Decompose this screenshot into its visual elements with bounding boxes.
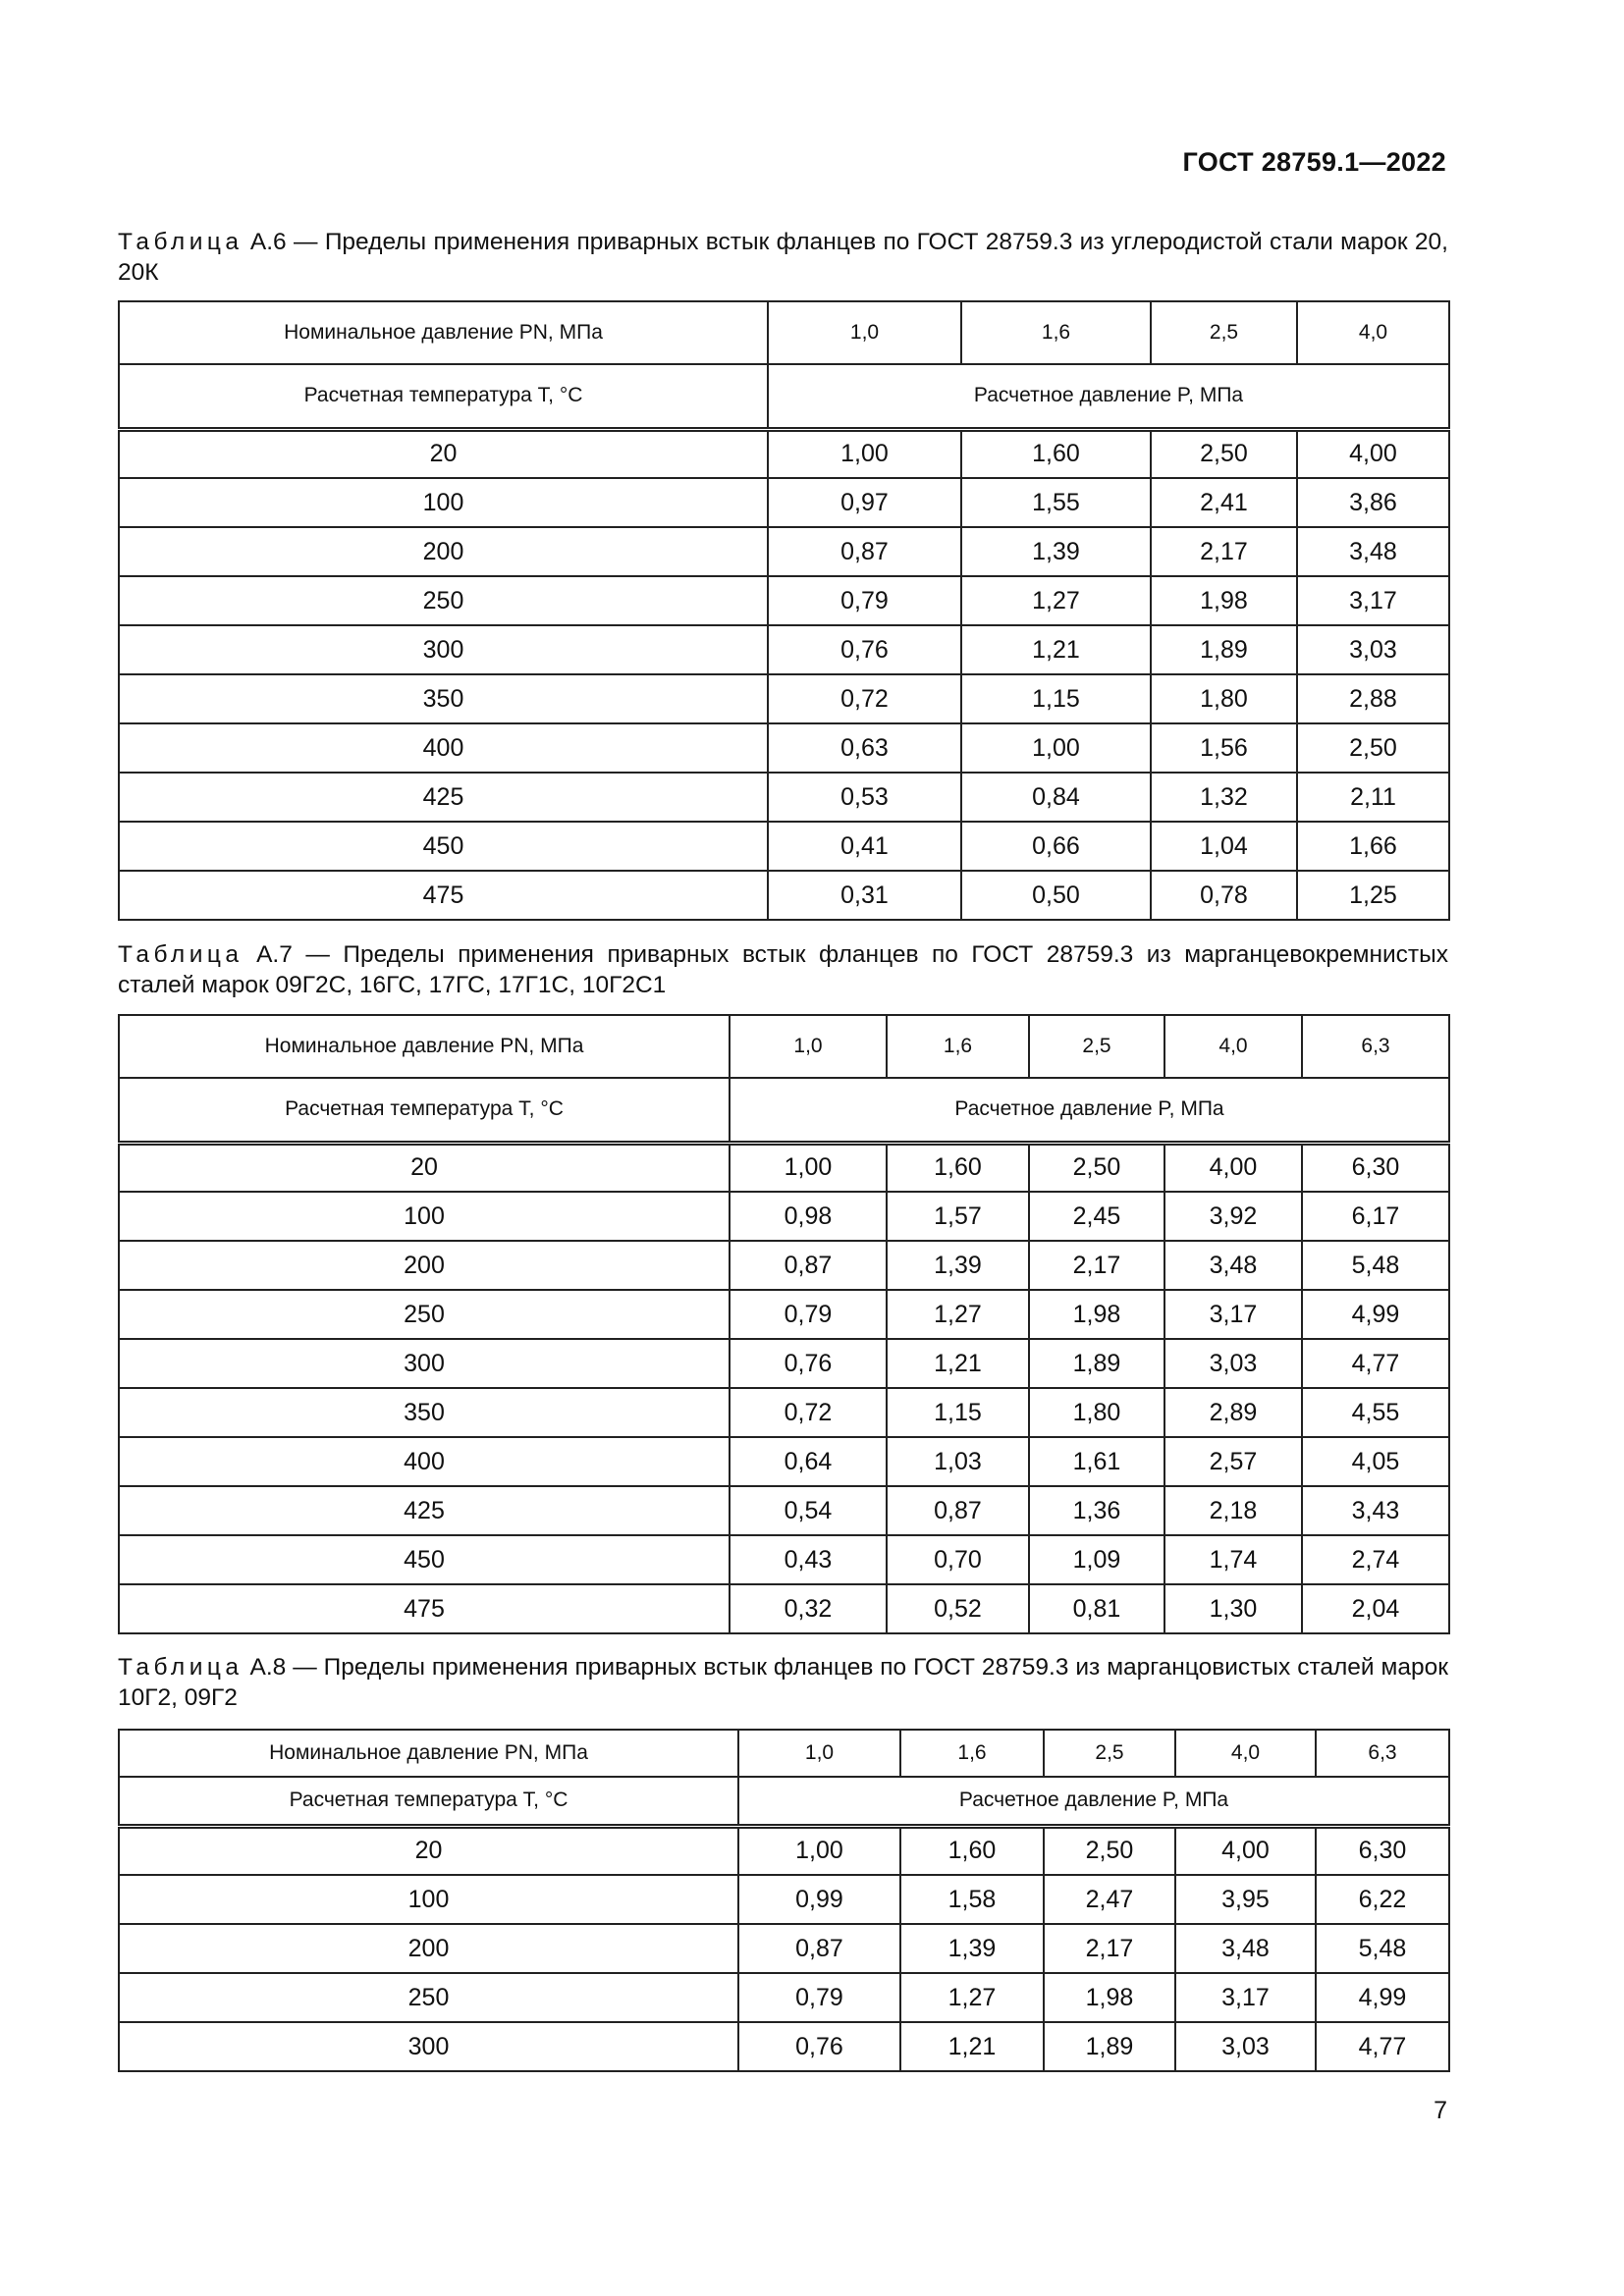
- pressure-cell: 0,79: [768, 576, 961, 625]
- temperature-cell: 425: [119, 1486, 730, 1535]
- pressure-cell: 4,99: [1316, 1973, 1449, 2022]
- caption-label: Таблица: [118, 1654, 244, 1681]
- pressure-cell: 3,92: [1164, 1192, 1302, 1241]
- table-row: [119, 674, 1449, 723]
- temperature-cell: 400: [119, 1437, 730, 1486]
- pressure-cell: 0,79: [738, 1973, 900, 2022]
- temperature-cell: 300: [119, 625, 768, 674]
- pressure-cell: 1,80: [1029, 1388, 1164, 1437]
- pressure-cell: 6,17: [1302, 1192, 1449, 1241]
- pressure-cell: 6,30: [1302, 1143, 1449, 1192]
- pressure-cell: 1,15: [887, 1388, 1029, 1437]
- caption-text: А.6 — Пределы применения приварных встык фланцев по ГОСТ 28759.3 из углеродистой стали марок 20, 20К: [118, 229, 1448, 286]
- caption-label: Таблица: [118, 229, 244, 255]
- pressure-cell: 1,00: [768, 429, 961, 478]
- pressure-cell: 4,00: [1164, 1143, 1302, 1192]
- pressure-cell: 1,61: [1029, 1437, 1164, 1486]
- pressure-cell: 4,77: [1302, 1339, 1449, 1388]
- pressure-cell: 0,99: [738, 1875, 900, 1924]
- pressure-cell: 1,56: [1151, 723, 1297, 773]
- table-row: [119, 478, 1449, 527]
- table-row: [119, 1826, 1449, 1875]
- pressure-cell: 1,66: [1297, 822, 1449, 871]
- pressure-cell: 1,09: [1029, 1535, 1164, 1584]
- pn-cell: 1,0: [738, 1730, 900, 1777]
- pressure-cell: 3,95: [1175, 1875, 1316, 1924]
- table-row: [119, 1973, 1449, 2022]
- pressure-cell: 4,00: [1297, 429, 1449, 478]
- pressure-cell: 4,77: [1316, 2022, 1449, 2071]
- pressure-cell: 5,48: [1316, 1924, 1449, 1973]
- caption-text: А.8 — Пределы применения приварных встык фланцев по ГОСТ 28759.3 из марганцовистых сталей марок 10Г2, 09Г2: [118, 1654, 1448, 1711]
- temperature-cell: 200: [119, 527, 768, 576]
- pressure-cell: 1,39: [887, 1241, 1029, 1290]
- pressure-cell: 3,86: [1297, 478, 1449, 527]
- table-row: [119, 1584, 1449, 1633]
- header-row-pn: [119, 1730, 1449, 1777]
- pn-cell: 2,5: [1029, 1015, 1164, 1078]
- pressure-cell: 3,43: [1302, 1486, 1449, 1535]
- temperature-cell: 450: [119, 1535, 730, 1584]
- temperature-cell: 100: [119, 1192, 730, 1241]
- temperature-label-cell: Расчетная температура T, °С: [119, 364, 768, 429]
- pressure-cell: 4,05: [1302, 1437, 1449, 1486]
- pn-cell: 2,5: [1044, 1730, 1175, 1777]
- pressure-cell: 0,63: [768, 723, 961, 773]
- pn-cell: 4,0: [1164, 1015, 1302, 1078]
- pressure-cell: 0,41: [768, 822, 961, 871]
- header-row-temperature: [119, 1777, 1449, 1826]
- temperature-cell: 250: [119, 1973, 738, 2022]
- pressure-cell: 4,00: [1175, 1826, 1316, 1875]
- table-a6: [118, 300, 1450, 921]
- pressure-cell: 6,30: [1316, 1826, 1449, 1875]
- pressure-cell: 1,21: [900, 2022, 1044, 2071]
- temperature-cell: 350: [119, 674, 768, 723]
- pn-cell: 4,0: [1297, 301, 1449, 364]
- pn-label-cell: Номинальное давление PN, МПа: [119, 301, 768, 364]
- pressure-cell: 0,76: [768, 625, 961, 674]
- pressure-cell: 2,88: [1297, 674, 1449, 723]
- pn-cell: 6,3: [1316, 1730, 1449, 1777]
- pressure-cell: 1,39: [961, 527, 1151, 576]
- pressure-cell: 0,72: [768, 674, 961, 723]
- table-row: [119, 576, 1449, 625]
- temperature-cell: 425: [119, 773, 768, 822]
- pressure-cell: 2,50: [1151, 429, 1297, 478]
- pressure-cell: 4,55: [1302, 1388, 1449, 1437]
- pressure-cell: 1,21: [887, 1339, 1029, 1388]
- temperature-cell: 20: [119, 1826, 738, 1875]
- pressure-cell: 0,64: [730, 1437, 887, 1486]
- pressure-cell: 1,04: [1151, 822, 1297, 871]
- pressure-cell: 0,31: [768, 871, 961, 920]
- table-a8: [118, 1729, 1450, 2072]
- temperature-cell: 250: [119, 1290, 730, 1339]
- pressure-cell: 2,57: [1164, 1437, 1302, 1486]
- pressure-cell: 1,25: [1297, 871, 1449, 920]
- pressure-cell: 2,50: [1297, 723, 1449, 773]
- table-row: [119, 1924, 1449, 1973]
- pressure-cell: 1,58: [900, 1875, 1044, 1924]
- table-row: [119, 1875, 1449, 1924]
- pressure-cell: 3,48: [1164, 1241, 1302, 1290]
- header-row-pn: [119, 1015, 1449, 1078]
- header-row-pn: [119, 301, 1449, 364]
- pn-cell: 4,0: [1175, 1730, 1316, 1777]
- table-a6-caption: [118, 227, 1448, 288]
- table-row: [119, 625, 1449, 674]
- pressure-cell: 2,89: [1164, 1388, 1302, 1437]
- pn-cell: 1,6: [961, 301, 1151, 364]
- page-number: 7: [1434, 2097, 1447, 2124]
- temperature-cell: 100: [119, 1875, 738, 1924]
- pressure-cell: 1,03: [887, 1437, 1029, 1486]
- pressure-cell: 1,39: [900, 1924, 1044, 1973]
- pressure-cell: 0,87: [887, 1486, 1029, 1535]
- temperature-cell: 300: [119, 1339, 730, 1388]
- pressure-cell: 1,98: [1151, 576, 1297, 625]
- temperature-cell: 20: [119, 1143, 730, 1192]
- pressure-cell: 2,50: [1044, 1826, 1175, 1875]
- pn-cell: 1,0: [768, 301, 961, 364]
- pressure-cell: 3,48: [1175, 1924, 1316, 1973]
- pressure-cell: 0,52: [887, 1584, 1029, 1633]
- caption-text: А.7 — Пределы применения приварных встык фланцев по ГОСТ 28759.3 из марганцевокремнистых сталей марок 09Г2С, 16ГС, 17ГС, 17Г1С, 10Г2С1: [118, 941, 1448, 998]
- temperature-cell: 400: [119, 723, 768, 773]
- pressure-cell: 1,80: [1151, 674, 1297, 723]
- pressure-cell: 3,03: [1164, 1339, 1302, 1388]
- pressure-cell: 1,00: [961, 723, 1151, 773]
- header-row-temperature: [119, 1078, 1449, 1143]
- pressure-cell: 2,04: [1302, 1584, 1449, 1633]
- table-row: [119, 429, 1449, 478]
- pressure-cell: 6,22: [1316, 1875, 1449, 1924]
- temperature-cell: 450: [119, 822, 768, 871]
- pressure-cell: 0,54: [730, 1486, 887, 1535]
- pressure-cell: 3,03: [1297, 625, 1449, 674]
- pressure-cell: 0,81: [1029, 1584, 1164, 1633]
- table-row: [119, 723, 1449, 773]
- pressure-cell: 2,17: [1151, 527, 1297, 576]
- pn-label-cell: Номинальное давление PN, МПа: [119, 1730, 738, 1777]
- pressure-cell: 0,76: [730, 1339, 887, 1388]
- table-row: [119, 871, 1449, 920]
- pressure-cell: 1,60: [900, 1826, 1044, 1875]
- temperature-label-cell: Расчетная температура T, °С: [119, 1078, 730, 1143]
- pressure-cell: 3,03: [1175, 2022, 1316, 2071]
- pressure-cell: 1,27: [961, 576, 1151, 625]
- pressure-cell: 3,17: [1164, 1290, 1302, 1339]
- pressure-cell: 1,60: [887, 1143, 1029, 1192]
- pressure-cell: 1,89: [1029, 1339, 1164, 1388]
- temperature-cell: 250: [119, 576, 768, 625]
- temperature-cell: 350: [119, 1388, 730, 1437]
- table-row: [119, 1535, 1449, 1584]
- pressure-cell: 0,70: [887, 1535, 1029, 1584]
- pressure-cell: 0,32: [730, 1584, 887, 1633]
- pn-cell: 1,6: [887, 1015, 1029, 1078]
- table-row: [119, 1388, 1449, 1437]
- pressure-cell: 1,00: [738, 1826, 900, 1875]
- pressure-cell: 0,78: [1151, 871, 1297, 920]
- pressure-span-cell: Расчетное давление P, МПа: [738, 1777, 1449, 1826]
- temperature-cell: 200: [119, 1241, 730, 1290]
- pressure-cell: 1,55: [961, 478, 1151, 527]
- pn-cell: 1,6: [900, 1730, 1044, 1777]
- pressure-cell: 1,60: [961, 429, 1151, 478]
- table-row: [119, 1486, 1449, 1535]
- pressure-cell: 2,17: [1044, 1924, 1175, 1973]
- pressure-cell: 2,47: [1044, 1875, 1175, 1924]
- table-row: [119, 527, 1449, 576]
- table-row: [119, 2022, 1449, 2071]
- pressure-cell: 1,27: [900, 1973, 1044, 2022]
- pressure-cell: 1,15: [961, 674, 1151, 723]
- table-row: [119, 1143, 1449, 1192]
- pressure-cell: 0,76: [738, 2022, 900, 2071]
- pressure-cell: 1,98: [1029, 1290, 1164, 1339]
- temperature-cell: 300: [119, 2022, 738, 2071]
- document-header: ГОСТ 28759.1—2022: [1182, 147, 1446, 177]
- pressure-span-cell: Расчетное давление P, МПа: [730, 1078, 1449, 1143]
- pressure-cell: 0,79: [730, 1290, 887, 1339]
- pressure-cell: 5,48: [1302, 1241, 1449, 1290]
- table-a7: [118, 1014, 1450, 1634]
- pressure-cell: 2,11: [1297, 773, 1449, 822]
- table-row: [119, 1192, 1449, 1241]
- table-a7-caption: [118, 939, 1448, 1000]
- pressure-cell: 0,72: [730, 1388, 887, 1437]
- pressure-cell: 0,98: [730, 1192, 887, 1241]
- pressure-cell: 1,00: [730, 1143, 887, 1192]
- pressure-cell: 2,45: [1029, 1192, 1164, 1241]
- pressure-cell: 3,48: [1297, 527, 1449, 576]
- temperature-cell: 100: [119, 478, 768, 527]
- pressure-cell: 0,50: [961, 871, 1151, 920]
- pn-cell: 2,5: [1151, 301, 1297, 364]
- table-a8-caption: [118, 1652, 1448, 1713]
- pressure-cell: 2,74: [1302, 1535, 1449, 1584]
- pressure-cell: 2,50: [1029, 1143, 1164, 1192]
- temperature-label-cell: Расчетная температура T, °С: [119, 1777, 738, 1826]
- pressure-cell: 1,27: [887, 1290, 1029, 1339]
- pressure-cell: 1,89: [1044, 2022, 1175, 2071]
- pn-cell: 1,0: [730, 1015, 887, 1078]
- pressure-cell: 1,32: [1151, 773, 1297, 822]
- temperature-cell: 200: [119, 1924, 738, 1973]
- pressure-cell: 2,41: [1151, 478, 1297, 527]
- temperature-cell: 475: [119, 1584, 730, 1633]
- pressure-cell: 1,74: [1164, 1535, 1302, 1584]
- pressure-cell: 0,43: [730, 1535, 887, 1584]
- pressure-cell: 1,89: [1151, 625, 1297, 674]
- pressure-cell: 3,17: [1297, 576, 1449, 625]
- pressure-cell: 0,53: [768, 773, 961, 822]
- pn-cell: 6,3: [1302, 1015, 1449, 1078]
- pressure-cell: 1,98: [1044, 1973, 1175, 2022]
- pressure-cell: 0,84: [961, 773, 1151, 822]
- table-row: [119, 822, 1449, 871]
- pressure-cell: 0,87: [730, 1241, 887, 1290]
- table-row: [119, 1339, 1449, 1388]
- pressure-span-cell: Расчетное давление P, МПа: [768, 364, 1449, 429]
- temperature-cell: 475: [119, 871, 768, 920]
- pressure-cell: 2,17: [1029, 1241, 1164, 1290]
- table-row: [119, 1290, 1449, 1339]
- pressure-cell: 1,21: [961, 625, 1151, 674]
- caption-label: Таблица: [118, 941, 244, 968]
- pressure-cell: 0,97: [768, 478, 961, 527]
- pressure-cell: 1,57: [887, 1192, 1029, 1241]
- pressure-cell: 0,66: [961, 822, 1151, 871]
- header-row-temperature: [119, 364, 1449, 429]
- table-row: [119, 773, 1449, 822]
- pressure-cell: 4,99: [1302, 1290, 1449, 1339]
- pressure-cell: 1,30: [1164, 1584, 1302, 1633]
- table-row: [119, 1241, 1449, 1290]
- pressure-cell: 2,18: [1164, 1486, 1302, 1535]
- pressure-cell: 3,17: [1175, 1973, 1316, 2022]
- pressure-cell: 1,36: [1029, 1486, 1164, 1535]
- temperature-cell: 20: [119, 429, 768, 478]
- pn-label-cell: Номинальное давление PN, МПа: [119, 1015, 730, 1078]
- table-row: [119, 1437, 1449, 1486]
- pressure-cell: 0,87: [768, 527, 961, 576]
- pressure-cell: 0,87: [738, 1924, 900, 1973]
